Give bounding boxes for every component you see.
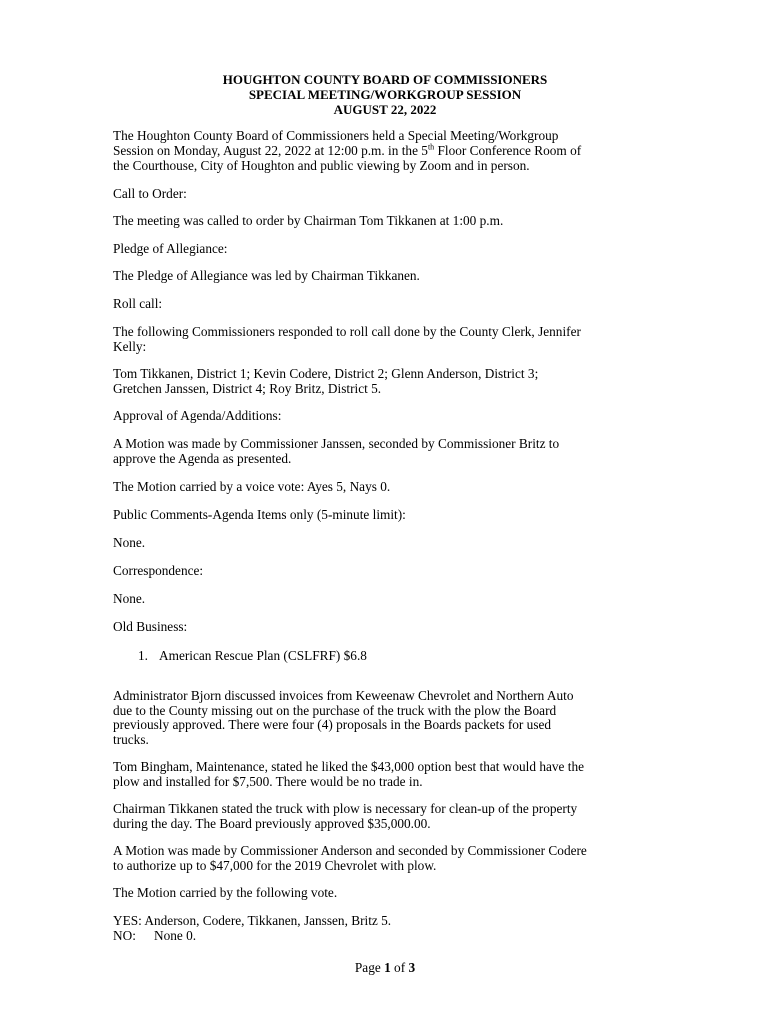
page-number: Page 1 of 3: [354, 960, 416, 975]
correspondence-none: None.: [113, 591, 146, 606]
pledge-text: The Pledge of Allegiance was led by Chairman Tikkanen.: [113, 268, 420, 283]
discussion-p3-line-1: Chairman Tikkanen stated the truck with plow is necessary for clean-up of the property: [113, 801, 578, 816]
roll-call-text-1: The following Commissioners responded to roll call done by the County Clerk, Jennifer: [113, 324, 581, 339]
vote-no: NO: None 0.: [113, 928, 197, 943]
roll-call-text-2: Kelly:: [113, 339, 147, 354]
agenda-vote: The Motion carried by a voice vote: Ayes 5, Nays 0.: [113, 479, 391, 494]
discussion-p1-line-2: due to the County missing out on the purchase of the truck with the plow the Board: [113, 703, 557, 718]
vote-yes: YES: Anderson, Codere, Tikkanen, Janssen, Britz 5.: [113, 913, 392, 928]
agenda-motion-1: A Motion was made by Commissioner Janssen, seconded by Commissioner Britz to: [113, 436, 560, 451]
intro-line-3: the Courthouse, City of Houghton and public viewing by Zoom and in person.: [113, 158, 530, 173]
discussion-p3-line-2: during the day. The Board previously approved $35,000.00.: [113, 816, 431, 831]
public-comments-heading: Public Comments-Agenda Items only (5-minute limit):: [113, 507, 406, 522]
agenda-heading: Approval of Agenda/Additions:: [113, 408, 282, 423]
intro-line-1: The Houghton County Board of Commissioners held a Special Meeting/Workgroup: [113, 128, 559, 143]
title-line-3: AUGUST 22, 2022: [333, 102, 437, 117]
pledge-heading: Pledge of Allegiance:: [113, 241, 228, 256]
roll-list-1: Tom Tikkanen, District 1; Kevin Codere, District 2; Glenn Anderson, District 3;: [113, 366, 539, 381]
intro-line-2: Session on Monday, August 22, 2022 at 12:00 p.m. in the 5th Floor Conference Room of: [113, 142, 582, 158]
roll-list-2: Gretchen Janssen, District 4; Roy Britz, District 5.: [113, 381, 382, 396]
discussion-p1-line-3: previously approved. There were four (4) proposals in the Boards packets for used: [113, 717, 552, 732]
discussion-p1-line-1: Administrator Bjorn discussed invoices from Keweenaw Chevrolet and Northern Auto: [113, 688, 574, 703]
call-to-order-heading: Call to Order:: [113, 186, 187, 201]
discussion-p2-line-1: Tom Bingham, Maintenance, stated he liked the $43,000 option best that would have the: [113, 759, 585, 774]
correspondence-heading: Correspondence:: [113, 563, 204, 578]
discussion-p2-line-2: plow and installed for $7,500. There would be no trade in.: [113, 774, 423, 789]
public-comments-none: None.: [113, 535, 146, 550]
discussion-p4-line-2: to authorize up to $47,000 for the 2019 Chevrolet with plow.: [113, 858, 437, 873]
discussion-p4-line-1: A Motion was made by Commissioner Anderson and seconded by Commissioner Codere: [113, 843, 587, 858]
title-line-2: SPECIAL MEETING/WORKGROUP SESSION: [248, 87, 522, 102]
list-item: 1. American Rescue Plan (CSLFRF) $6.8: [138, 648, 367, 663]
discussion-p5: The Motion carried by the following vote.: [113, 885, 338, 900]
agenda-motion-2: approve the Agenda as presented.: [113, 451, 292, 466]
roll-call-heading: Roll call:: [113, 296, 163, 311]
discussion-p1-line-4: trucks.: [113, 732, 149, 747]
old-business-heading: Old Business:: [113, 619, 188, 634]
title-line-1: HOUGHTON COUNTY BOARD OF COMMISSIONERS: [222, 72, 548, 87]
call-to-order-text: The meeting was called to order by Chairman Tom Tikkanen at 1:00 p.m.: [113, 213, 504, 228]
